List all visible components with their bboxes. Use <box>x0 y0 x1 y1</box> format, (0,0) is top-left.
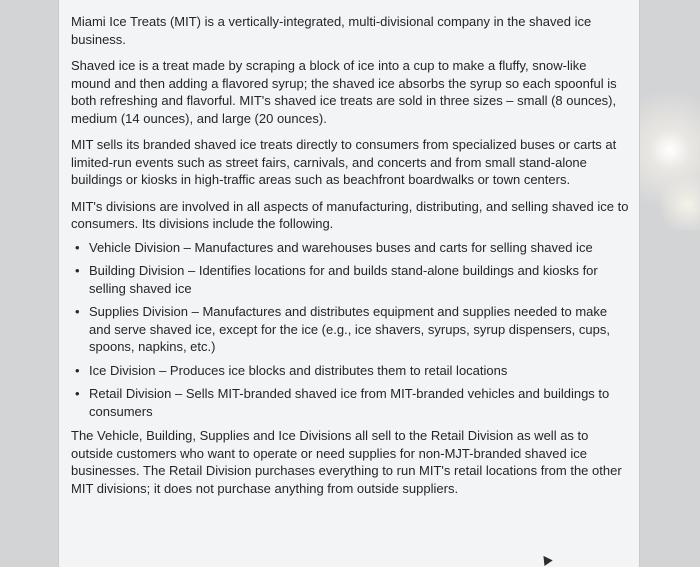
list-item <box>71 385 629 420</box>
bullet-icon: • <box>75 263 80 278</box>
list-item <box>71 303 629 356</box>
bullet-icon: • <box>75 362 80 378</box>
divisions-list <box>71 239 629 421</box>
screen-glare-secondary <box>660 170 700 230</box>
document-page <box>58 0 640 567</box>
list-item <box>71 262 629 297</box>
division-text: Ice Division – Produces ice blocks and distributes them to retail locations <box>89 362 508 378</box>
shaved-ice-paragraph: Shaved ice is a treat made by scraping a block of ice into a cup to make a fluffy, snow-like mound and then adding a flavored syrup; the shaved ice absorbs the syrup so each spoonful is both refreshing and flavorful. MIT's shaved ice treats are sold in three sizes – small (8 ounces), medium (14 ounces), and large (20 ounces). <box>71 58 617 126</box>
sales-paragraph: MIT sells its branded shaved ice treats directly to consumers from specialized buses or carts at limited-run events such as street fairs, carnivals, and concerts and from small stand-alone buildings or kiosks in high-traffic areas such as beachfront boardwalks or town centers. <box>71 137 617 187</box>
divisions-intro-paragraph: MIT's divisions are involved in all aspects of manufacturing, distributing, and selling shaved ice to consumers. Its divisions include the following. <box>71 198 629 231</box>
division-text: Building Division – Identifies locations for and builds stand-alone buildings and kiosks for selling shaved ice <box>89 263 598 296</box>
bullet-icon: • <box>75 239 80 255</box>
division-text: Vehicle Division – Manufactures and warehouses buses and carts for selling shaved ice <box>89 239 593 255</box>
division-text: Retail Division – Sells MIT-branded shaved ice from MIT-branded vehicles and buildings to consumers <box>89 386 610 419</box>
bullet-icon: • <box>75 304 80 319</box>
list-item <box>71 362 629 380</box>
list-item <box>71 239 629 257</box>
intro-paragraph: Miami Ice Treats (MIT) is a vertically-integrated, multi-divisional company in the shaved ice business. <box>71 14 592 47</box>
closing-paragraph: The Vehicle, Building, Supplies and Ice Divisions all sell to the Retail Division as well as to outside customers who want to operate or need supplies for non-MJT-branded shaved ice businesses. The Retail Division purchases everything to run MIT's retail locations from the other MIT divisions; it does not purchase anything from outside suppliers. <box>71 428 622 496</box>
division-text: Supplies Division – Manufactures and distributes equipment and supplies needed to make and serve shaved ice, except for the ice (e.g., ice shavers, syrups, syrup dispensers, cups, spoons, napkins, etc.) <box>89 304 610 354</box>
bullet-icon: • <box>75 386 80 401</box>
screen-glare <box>640 0 700 567</box>
